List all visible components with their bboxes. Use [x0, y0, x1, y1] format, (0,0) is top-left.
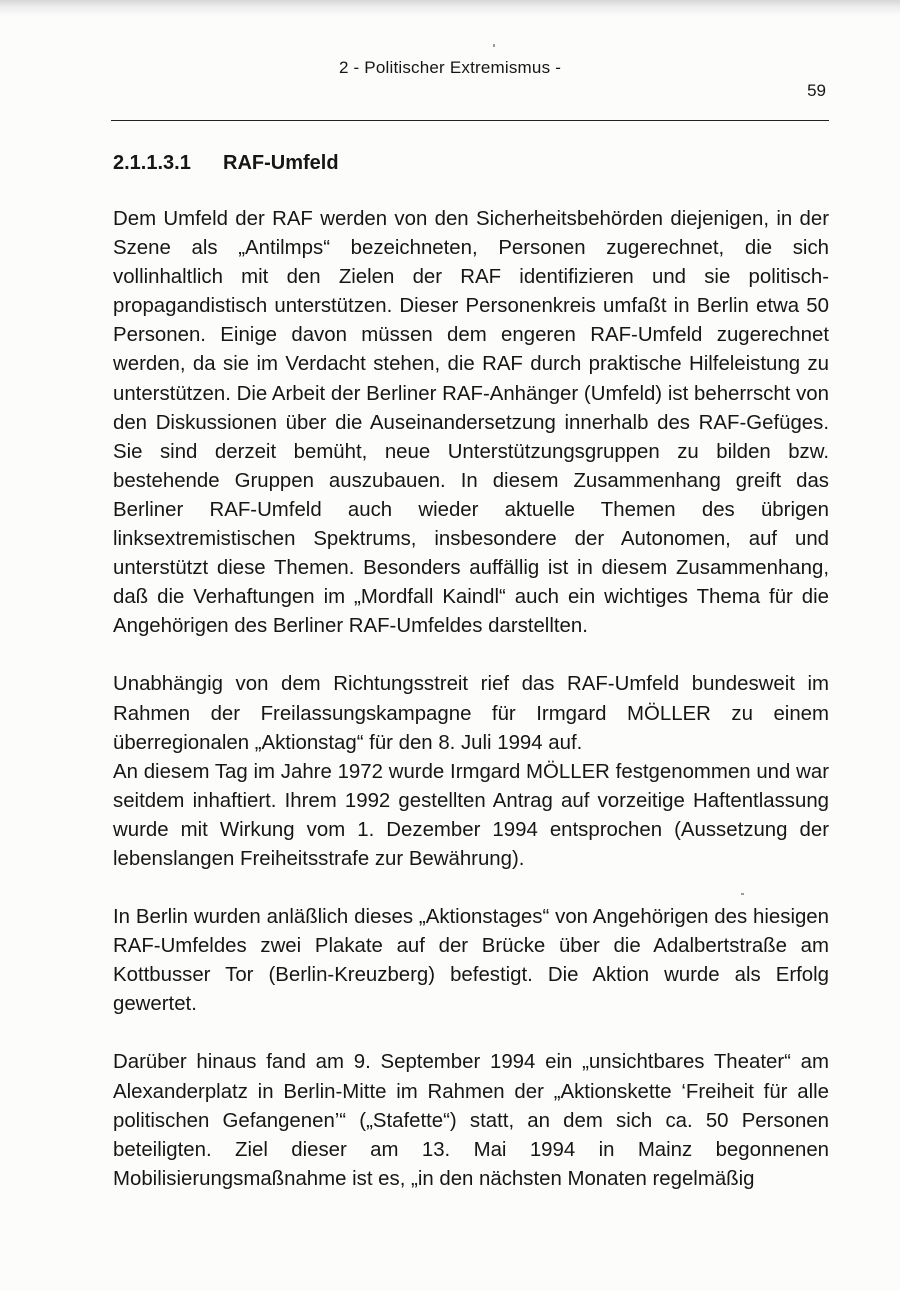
paragraph: In Berlin wurden anläßlich dieses „Aktionstages“ von Angehörigen des hiesigen RAF-Umfeldes zwei Plakate auf der Brücke über die Adalbertstraße am Kottbusser Tor (Berlin-Kreuzberg) befestigt. Die Aktion wurde als Erfolg gewertet. — [113, 906, 829, 1016]
scan-edge — [0, 0, 900, 16]
section-title: RAF-Umfeld — [223, 152, 339, 174]
paragraph: Unabhängig von dem Richtungsstreit rief das RAF-Umfeld bundesweit im Rahmen der Freilassungskampagne für Irmgard MÖLLER zu einem überregionalen „Aktionstag“ für den 8. Juli 1994 auf. — [113, 673, 829, 754]
section-heading — [113, 152, 339, 175]
paragraph: Darüber hinaus fand am 9. September 1994 ein „unsichtbares Theater“ am Alexanderplatz in Berlin-Mitte im Rahmen der „Aktionskette ‘Freiheit für alle politischen Gefangenen’“ („Stafette“) statt, an dem sich ca. 50 Personen beteiligten. Ziel dieser am 13. Mai 1994 in Mainz begonnenen Mobilisierungsmaßnahme ist es, „in den nächsten Monaten regelmäßig — [113, 1051, 829, 1190]
section-number: 2.1.1.3.1 — [113, 152, 191, 174]
scan-speck — [493, 44, 495, 47]
header-rule — [111, 120, 829, 121]
paragraph: An diesem Tag im Jahre 1972 wurde Irmgard MÖLLER festgenommen und war seitdem inhaftiert. Ihrem 1992 gestellten Antrag auf vorzeitige Haftentlassung wurde mit Wirkung vom 1. Dezember 1994 entsprochen (Aussetzung der lebenslangen Freiheitsstrafe zur Bewährung). — [113, 760, 829, 870]
body-text — [113, 205, 829, 1194]
paragraph: Dem Umfeld der RAF werden von den Sicherheitsbehörden diejenigen, in der Szene als „Antilmps“ bezeichneten, Personen zugerechnet, die sich vollinhaltlich mit den Zielen der RAF identifizieren und sie politisch-propagandistisch unterstützen. Dieser Personenkreis umfaßt in Berlin etwa 50 Personen. Einige davon müssen dem engeren RAF-Umfeld zugerechnet werden, da sie im Verdacht stehen, die RAF durch praktische Hilfeleistung zu unterstützen. Die Arbeit der Berliner RAF-Anhänger (Umfeld) ist beherrscht von den Diskussionen über die Auseinandersetzung innerhalb des RAF-Gefüges. Sie sind derzeit bemüht, neue Unterstützungsgruppen zu bilden bzw. bestehende Gruppen auszubauen. In diesem Zusammenhang greift das Berliner RAF-Umfeld auch wieder aktuelle Themen des übrigen linksextremistischen Spektrums, insbesondere der Autonomen, auf und unterstützt diese Themen. Besonders auffällig ist in diesem Zusammenhang, daß die Verhaftungen im „Mordfall Kaindl“ auch ein wichtiges Thema für die Angehörigen des Berliner RAF-Umfeldes darstellten. — [113, 208, 829, 638]
running-header: 2 - Politischer Extremismus - — [338, 58, 562, 77]
page-number: 59 — [807, 81, 826, 100]
